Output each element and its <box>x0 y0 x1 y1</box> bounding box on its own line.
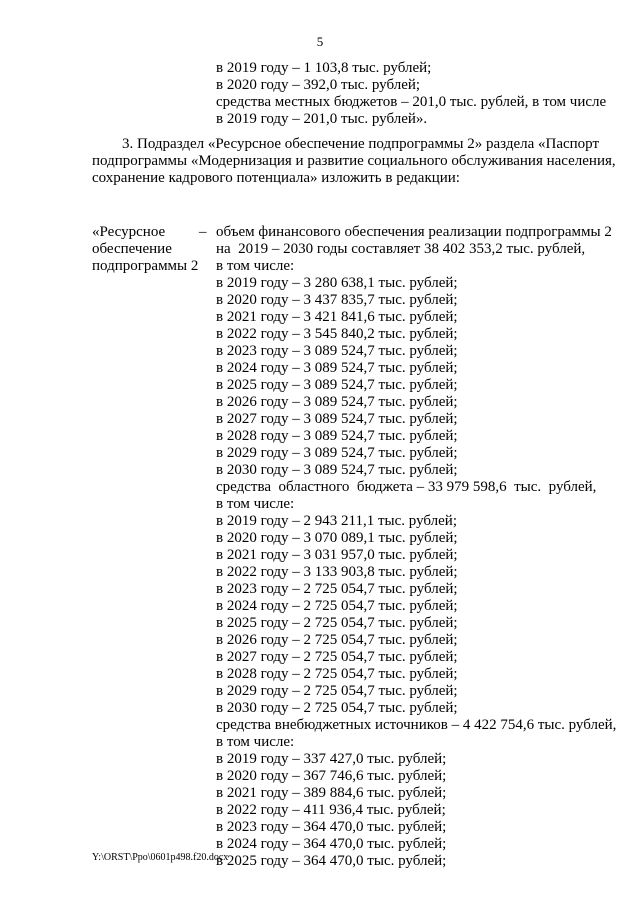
text-line: в 2019 году – 201,0 тыс. рублей». <box>216 111 428 127</box>
value-line: в 2029 году – 2 725 054,7 тыс. рублей; <box>216 683 458 699</box>
value-line: в 2030 году – 2 725 054,7 тыс. рублей; <box>216 700 458 716</box>
value-line: в 2023 году – 3 089 524,7 тыс. рублей; <box>216 343 458 359</box>
value-line: в 2022 году – 411 936,4 тыс. рублей; <box>216 802 446 818</box>
value-line: в 2025 году – 364 470,0 тыс. рублей; <box>216 853 447 869</box>
value-line: в 2021 году – 3 421 841,6 тыс. рублей; <box>216 309 458 325</box>
passport-label-cell <box>92 224 202 275</box>
value-line: в 2023 году – 2 725 054,7 тыс. рублей; <box>216 581 458 597</box>
value-line: в 2030 году – 3 089 524,7 тыс. рублей; <box>216 462 458 478</box>
label-dash: – <box>199 224 207 240</box>
text-line: средства местных бюджетов – 201,0 тыс. рублей, в том числе <box>216 94 607 110</box>
text-line: 3. Подраздел «Ресурсное обеспечение подпрограммы 2» раздела «Паспорт <box>122 136 600 152</box>
carryover-paragraph <box>216 60 636 128</box>
page-number: 5 <box>316 34 324 49</box>
value-line: в 2019 году – 337 427,0 тыс. рублей; <box>216 751 447 767</box>
value-line: в 2024 году – 364 470,0 тыс. рублей; <box>216 836 447 852</box>
value-line: в 2022 году – 3 133 903,8 тыс. рублей; <box>216 564 458 580</box>
value-line: в 2019 году – 2 943 211,1 тыс. рублей; <box>216 513 457 529</box>
value-line: в 2025 году – 2 725 054,7 тыс. рублей; <box>216 615 458 631</box>
value-line: в 2024 году – 3 089 524,7 тыс. рублей; <box>216 360 458 376</box>
value-line: на 2019 – 2030 годы составляет 38 402 353,2 тыс. рублей, <box>216 241 586 257</box>
label-line: подпрограммы 2 <box>92 258 199 274</box>
value-line: в 2024 году – 2 725 054,7 тыс. рублей; <box>216 598 458 614</box>
value-line: в том числе: <box>216 496 295 512</box>
value-line: в 2027 году – 2 725 054,7 тыс. рублей; <box>216 649 458 665</box>
label-line: обеспечение <box>92 241 172 257</box>
value-line: в 2026 году – 3 089 524,7 тыс. рублей; <box>216 394 458 410</box>
value-line: в 2028 году – 2 725 054,7 тыс. рублей; <box>216 666 458 682</box>
value-line: средства внебюджетных источников – 4 422 754,6 тыс. рублей, <box>216 717 617 733</box>
value-line: в том числе: <box>216 734 295 750</box>
value-line: средства областного бюджета – 33 979 598,6 тыс. рублей, <box>216 479 597 495</box>
value-line: в 2019 году – 3 280 638,1 тыс. рублей; <box>216 275 458 291</box>
value-line: в том числе: <box>216 258 295 274</box>
value-line: в 2021 году – 389 884,6 тыс. рублей; <box>216 785 447 801</box>
value-line: в 2021 году – 3 031 957,0 тыс. рублей; <box>216 547 458 563</box>
value-line: в 2020 году – 3 070 089,1 тыс. рублей; <box>216 530 458 546</box>
text-line: в 2020 году – 392,0 тыс. рублей; <box>216 77 421 93</box>
value-line: в 2027 году – 3 089 524,7 тыс. рублей; <box>216 411 458 427</box>
value-line: в 2020 году – 3 437 835,7 тыс. рублей; <box>216 292 458 308</box>
value-line: в 2026 году – 2 725 054,7 тыс. рублей; <box>216 632 458 648</box>
value-line: в 2025 году – 3 089 524,7 тыс. рублей; <box>216 377 458 393</box>
value-line: в 2023 году – 364 470,0 тыс. рублей; <box>216 819 447 835</box>
passport-value-cell <box>216 224 616 870</box>
value-line: в 2028 году – 3 089 524,7 тыс. рублей; <box>216 428 458 444</box>
value-line: в 2029 году – 3 089 524,7 тыс. рублей; <box>216 445 458 461</box>
item-3-paragraph <box>92 136 616 187</box>
text-line: сохранение кадрового потенциала» изложить в редакции: <box>92 170 460 186</box>
file-path-footer: Y:\ORST\Ppo\0601p498.f20.docx <box>92 852 229 863</box>
value-line: в 2022 году – 3 545 840,2 тыс. рублей; <box>216 326 458 342</box>
text-line: подпрограммы «Модернизация и развитие социального обслуживания населения, <box>92 153 616 169</box>
label-line: «Ресурсное <box>92 224 166 240</box>
value-line: объем финансового обеспечения реализации подпрограммы 2 <box>216 224 612 240</box>
text-line: в 2019 году – 1 103,8 тыс. рублей; <box>216 60 432 76</box>
value-line: в 2020 году – 367 746,6 тыс. рублей; <box>216 768 447 784</box>
